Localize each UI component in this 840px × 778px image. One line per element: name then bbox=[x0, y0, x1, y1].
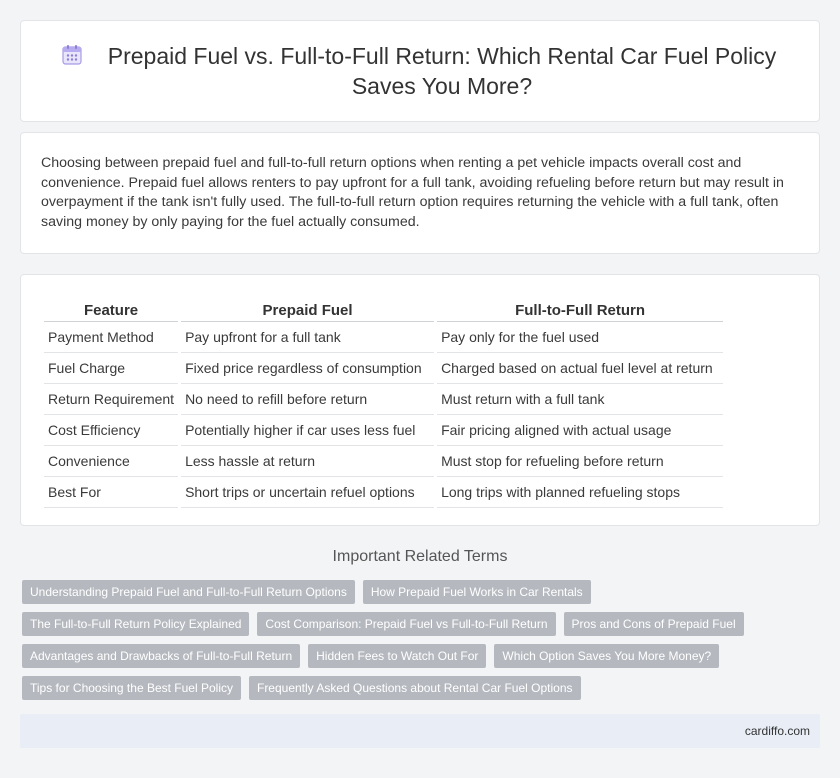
related-tag[interactable]: Advantages and Drawbacks of Full-to-Full Return bbox=[22, 644, 300, 668]
intro-card bbox=[20, 132, 820, 254]
page-title: Prepaid Fuel vs. Full-to-Full Return: Which Rental Car Fuel Policy Saves You More? bbox=[107, 43, 777, 99]
cell-prepaid: Short trips or uncertain refuel options bbox=[181, 477, 434, 508]
header-full-to-full: Full-to-Full Return bbox=[437, 295, 723, 322]
related-tag[interactable]: Understanding Prepaid Fuel and Full-to-Full Return Options bbox=[22, 580, 355, 604]
related-tag[interactable]: Which Option Saves You More Money? bbox=[494, 644, 719, 668]
title-card bbox=[20, 20, 820, 122]
related-tag[interactable]: Pros and Cons of Prepaid Fuel bbox=[564, 612, 744, 636]
table-header-row bbox=[44, 295, 723, 322]
cell-prepaid: Less hassle at return bbox=[181, 446, 434, 477]
cell-prepaid: Pay upfront for a full tank bbox=[181, 322, 434, 353]
header-feature: Feature bbox=[44, 295, 178, 322]
related-tag[interactable]: The Full-to-Full Return Policy Explained bbox=[22, 612, 249, 636]
related-tags bbox=[22, 580, 820, 700]
related-tag[interactable]: How Prepaid Fuel Works in Car Rentals bbox=[363, 580, 591, 604]
cell-full: Must stop for refueling before return bbox=[437, 446, 723, 477]
related-terms-section bbox=[0, 546, 840, 700]
related-tag[interactable]: Hidden Fees to Watch Out For bbox=[308, 644, 486, 668]
related-tag[interactable]: Frequently Asked Questions about Rental Car Fuel Options bbox=[249, 676, 581, 700]
table-row bbox=[44, 353, 723, 384]
cell-prepaid: Fixed price regardless of consumption bbox=[181, 353, 434, 384]
calendar-icon bbox=[61, 44, 83, 66]
cell-prepaid: Potentially higher if car uses less fuel bbox=[181, 415, 434, 446]
cell-feature: Payment Method bbox=[44, 322, 178, 353]
table-row bbox=[44, 477, 723, 508]
related-tag[interactable]: Cost Comparison: Prepaid Fuel vs Full-to-Full Return bbox=[257, 612, 555, 636]
related-terms-title: Important Related Terms bbox=[332, 548, 508, 565]
footer-site-link[interactable]: cardiffo.com bbox=[744, 724, 810, 738]
cell-full: Long trips with planned refueling stops bbox=[437, 477, 723, 508]
title-wrap bbox=[61, 41, 779, 101]
cell-full: Fair pricing aligned with actual usage bbox=[437, 415, 723, 446]
cell-full: Must return with a full tank bbox=[437, 384, 723, 415]
table-row bbox=[44, 446, 723, 477]
comparison-table bbox=[41, 295, 726, 508]
header-prepaid-fuel: Prepaid Fuel bbox=[181, 295, 434, 322]
related-tag[interactable]: Tips for Choosing the Best Fuel Policy bbox=[22, 676, 241, 700]
cell-full: Charged based on actual fuel level at return bbox=[437, 353, 723, 384]
cell-feature: Convenience bbox=[44, 446, 178, 477]
footer bbox=[20, 714, 820, 748]
table-row bbox=[44, 384, 723, 415]
cell-feature: Fuel Charge bbox=[44, 353, 178, 384]
table-row bbox=[44, 415, 723, 446]
cell-full: Pay only for the fuel used bbox=[437, 322, 723, 353]
cell-prepaid: No need to refill before return bbox=[181, 384, 434, 415]
intro-paragraph: Choosing between prepaid fuel and full-to-full return options when renting a pet vehicle impacts overall cost and convenience. Prepaid fuel allows renters to pay upfront for a full tank, avoiding refueling before return but may result in overpayment if the tank isn't fully used. The full-to-full return option requires returning the vehicle with a full tank, often saving money by only paying for the fuel actually consumed. bbox=[41, 155, 784, 230]
table-row bbox=[44, 322, 723, 353]
cell-feature: Best For bbox=[44, 477, 178, 508]
cell-feature: Return Requirement bbox=[44, 384, 178, 415]
comparison-card bbox=[20, 274, 820, 526]
cell-feature: Cost Efficiency bbox=[44, 415, 178, 446]
